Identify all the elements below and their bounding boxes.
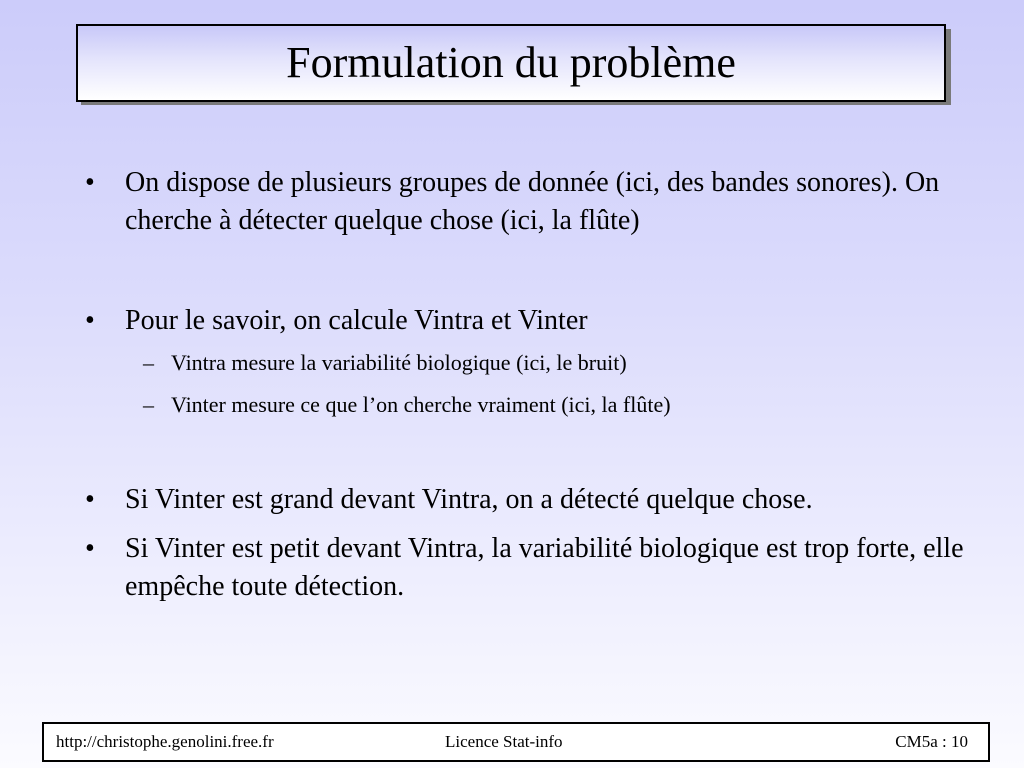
bullet-text: Pour le savoir, on calcule Vintra et Vinter [125, 305, 588, 336]
bullet-text: Si Vinter est petit devant Vintra, la variabilité biologique est trop forte, elle empêche toute détection. [125, 533, 964, 602]
footer-course: Licence Stat-info [445, 732, 563, 751]
bullet-item [85, 530, 985, 606]
bullet-icon: • [85, 533, 95, 564]
dash-icon: – [143, 350, 154, 375]
bullet-item [85, 164, 985, 240]
bullet-item [85, 481, 985, 519]
bullet-icon: • [85, 167, 95, 198]
bullet-item [85, 302, 985, 340]
footer-page-number: CM5a : 10 [895, 732, 968, 751]
footer-url: http://christophe.genolini.free.fr [56, 732, 274, 751]
sub-bullet-text: Vinter mesure ce que l’on cherche vraiment (ici, la flûte) [171, 392, 671, 417]
bullet-text: On dispose de plusieurs groupes de donnée (ici, des bandes sonores). On cherche à détecter quelque chose (ici, la flûte) [125, 167, 940, 236]
sub-bullet-item [143, 390, 983, 420]
bullet-text: Si Vinter est grand devant Vintra, on a détecté quelque chose. [125, 484, 813, 515]
title-box [76, 24, 946, 102]
slide-footer [42, 722, 990, 762]
bullet-icon: • [85, 305, 95, 336]
sub-bullet-text: Vintra mesure la variabilité biologique (ici, le bruit) [171, 350, 627, 375]
dash-icon: – [143, 392, 154, 417]
bullet-icon: • [85, 484, 95, 515]
slide-title: Formulation du problème [286, 38, 736, 87]
sub-bullet-item [143, 348, 983, 378]
